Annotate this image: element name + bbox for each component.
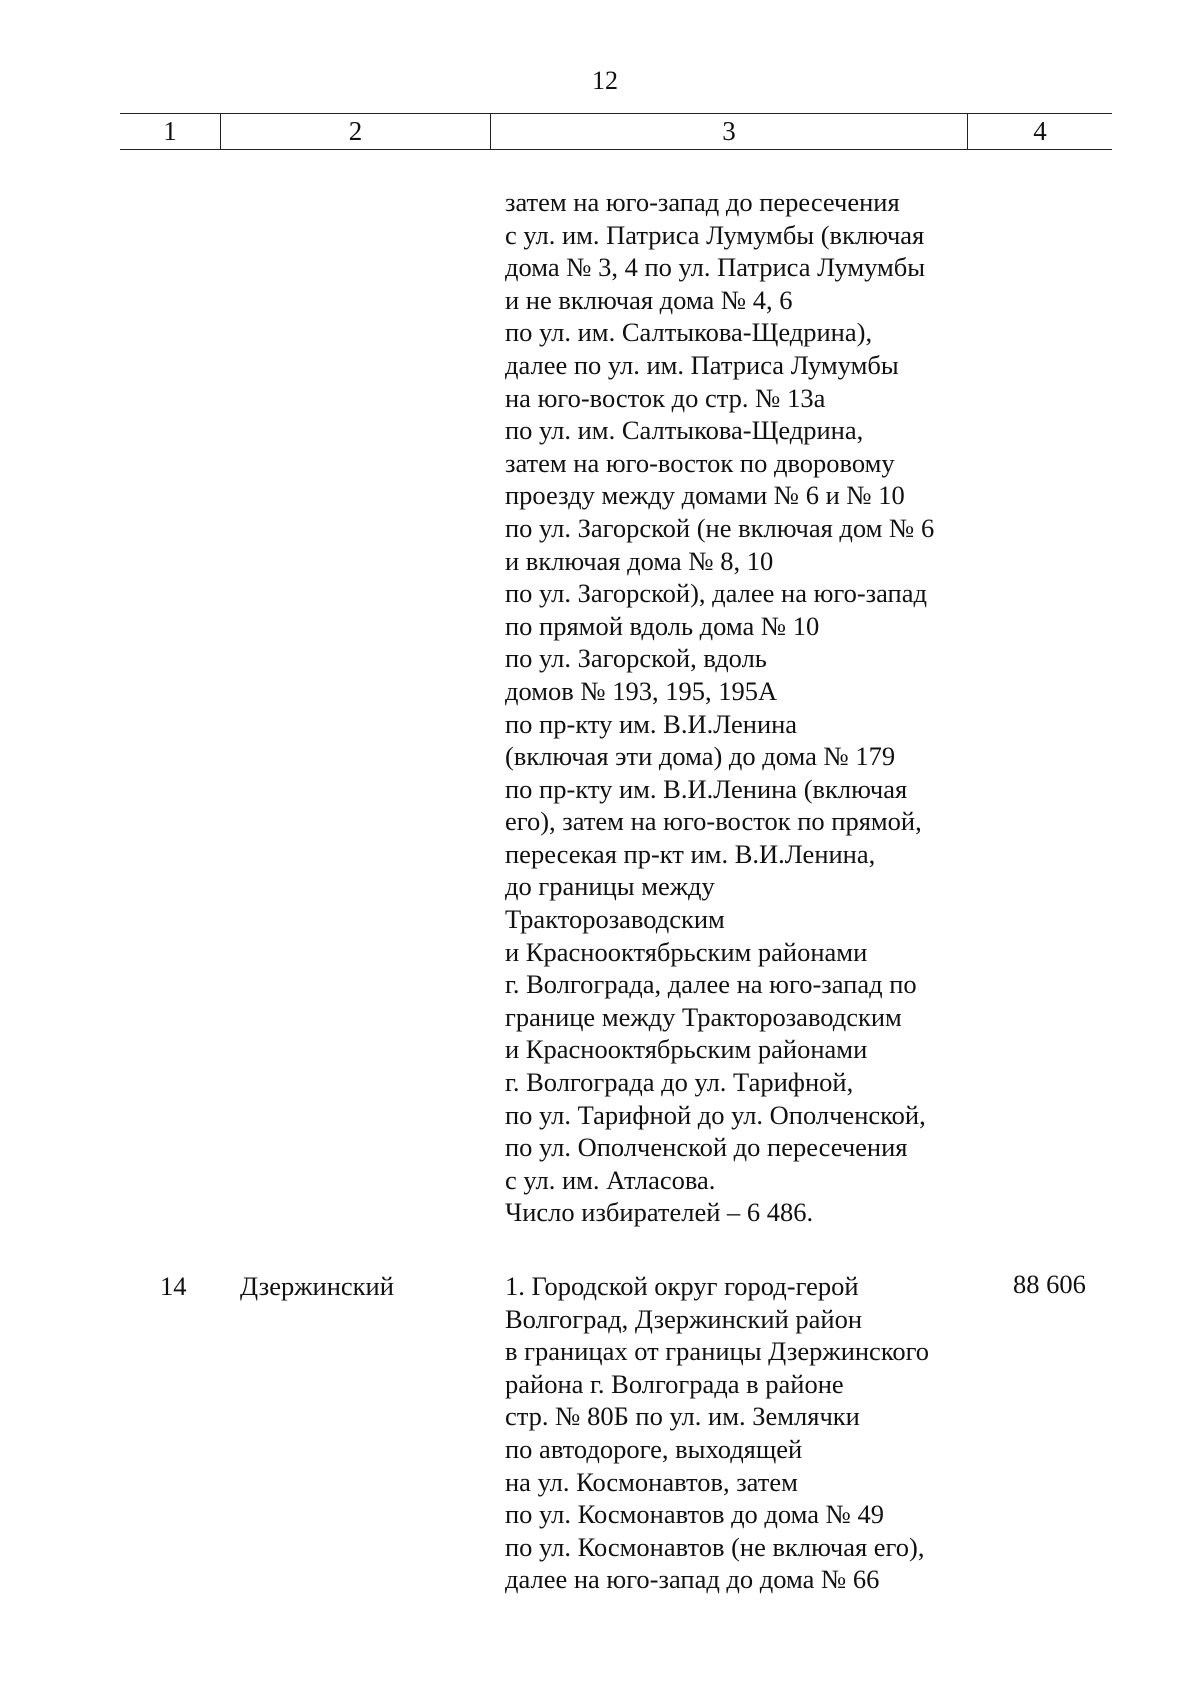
text-line: и не включая дома № 4, 6 — [505, 284, 793, 315]
text-line: стр. № 80Б по ул. им. Землячки — [505, 1401, 860, 1432]
text-line: по ул. Космонавтов (не включая его), — [505, 1531, 925, 1562]
text-line: Тракторозаводским — [505, 904, 725, 935]
text-line: по ул. Загорской (не включая дом № 6 — [505, 512, 935, 543]
text-line: и включая дома № 8, 10 — [505, 545, 774, 576]
text-line: по ул. им. Салтыкова-Щедрина), — [505, 317, 873, 348]
text-line: Волгоград, Дзержинский район — [505, 1303, 863, 1334]
header-column-3: 3 — [491, 114, 968, 149]
text-line: далее на юго-запад до дома № 66 — [505, 1564, 880, 1595]
text-line: на юго-восток до стр. № 13а — [505, 382, 826, 413]
voter-count: 88 606 — [1013, 1269, 1086, 1299]
text-line: проезду между домами № 6 и № 10 — [505, 480, 905, 511]
text-line: затем на юго-запад до пересечения — [505, 187, 900, 217]
text-line: (включая эти дома) до дома № 179 — [505, 741, 896, 772]
text-line: по прямой вдоль дома № 10 — [505, 610, 820, 641]
text-line: г. Волгограда до ул. Тарифной, — [505, 1067, 854, 1098]
text-line: и Краснооктябрьским районами — [505, 936, 868, 967]
row-number: 14 — [160, 1271, 187, 1301]
text-line: по автодороге, выходящей — [505, 1433, 803, 1464]
text-line: 1. Городской округ город-герой — [505, 1271, 859, 1301]
text-line: границе между Тракторозаводским — [505, 1001, 902, 1032]
text-line: до границы между — [505, 871, 715, 902]
text-line: далее по ул. им. Патриса Лумумбы — [505, 349, 899, 380]
header-column-2: 2 — [221, 114, 491, 149]
text-line: по ул. им. Салтыкова-Щедрина, — [505, 415, 864, 446]
district-description — [505, 1270, 1005, 1596]
header-column-4: 4 — [1033, 116, 1047, 146]
header-column-1: 1 — [120, 114, 221, 149]
text-line: по ул. Загорской), далее на юго-запад — [505, 578, 927, 609]
text-line: и Краснооктябрьским районами — [505, 1034, 868, 1065]
text-line: по ул. Тарифной до ул. Ополченской, — [505, 1099, 926, 1130]
district-name: Дзержинский — [240, 1271, 394, 1301]
text-line: по пр-кту им. В.И.Ленина (включая — [505, 773, 908, 804]
text-line: в границах от границы Дзержинского — [505, 1336, 930, 1367]
page-number: 12 — [592, 66, 618, 95]
text-line: дома № 3, 4 по ул. Патриса Лумумбы — [505, 252, 926, 283]
text-line: по ул. Загорской, вдоль — [505, 643, 767, 674]
text-line: района г. Волгограда в районе — [505, 1368, 844, 1399]
text-line: по пр-кту им. В.И.Ленина — [505, 708, 798, 739]
text-line: по ул. Ополченской до пересечения — [505, 1132, 908, 1163]
continuation-description — [505, 186, 1005, 1229]
text-line: затем на юго-восток по дворовому — [505, 447, 895, 478]
text-line: домов № 193, 195, 195А — [505, 675, 778, 706]
text-line: с ул. им. Атласова. — [505, 1164, 716, 1195]
text-line: его), затем на юго-восток по прямой, — [505, 806, 922, 837]
text-line: по ул. Космонавтов до дома № 49 — [505, 1499, 885, 1530]
text-line: г. Волгограда, далее на юго-запад по — [505, 969, 917, 1000]
table-header — [120, 113, 1112, 150]
text-line: пересекая пр-кт им. В.И.Ленина, — [505, 838, 876, 869]
text-line: Число избирателей – 6 486. — [505, 1197, 814, 1228]
text-line: на ул. Космонавтов, затем — [505, 1466, 798, 1497]
text-line: с ул. им. Патриса Лумумбы (включая — [505, 219, 925, 250]
